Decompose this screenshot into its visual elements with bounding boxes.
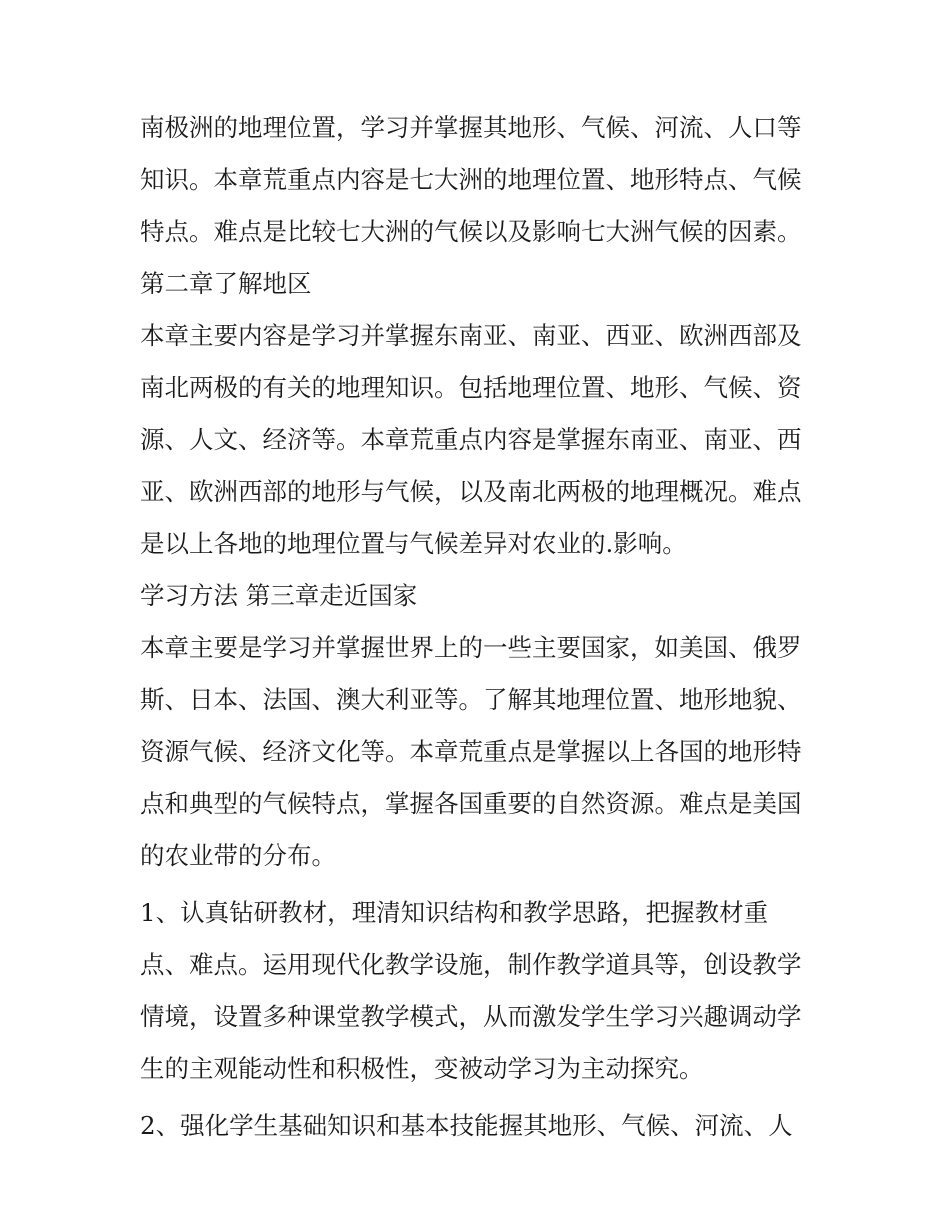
text-line: 本章主要内容是学习并掌握东南亚、南亚、西亚、欧洲西部及 — [140, 321, 802, 350]
text-line: 源、人文、经济等。本章荒重点内容是掌握东南亚、南亚、西 — [140, 425, 802, 454]
chapter-heading: 第二章了解地区 — [140, 269, 312, 298]
text-line: 点和典型的气候特点，掌握各国重要的自然资源。难点是美国 — [140, 789, 802, 818]
text-line: 的农业带的分布。 — [140, 841, 336, 870]
text-line: 特点。难点是比较七大洲的气候以及影响七大洲气候的因素。 — [140, 217, 802, 246]
text-line: 是以上各地的地理位置与气候差异对农业的.影响。 — [140, 529, 687, 558]
text-line: 南北两极的有关的地理知识。包括地理位置、地形、气候、资 — [140, 373, 802, 402]
document-body — [140, 102, 820, 1152]
text-line: 斯、日本、法国、澳大利亚等。了解其地理位置、地形地貌、 — [140, 685, 802, 714]
text-line: 资源气候、经济文化等。本章荒重点是掌握以上各国的地形特 — [140, 737, 802, 766]
text-line: 情境，设置多种课堂教学模式，从而激发学生学习兴趣调动学 — [140, 1002, 802, 1031]
chapter-heading: 学习方法 第三章走近国家 — [140, 581, 418, 610]
text-line: 南极洲的地理位置，学习并掌握其地形、气候、河流、人口等 — [140, 113, 802, 142]
text-line: 知识。本章荒重点内容是七大洲的地理位置、地形特点、气候 — [140, 165, 802, 194]
list-item-1: 1、认真钻研教材，理清知识结构和教学思路，把握教材重 — [140, 898, 769, 927]
text-line: 点、难点。运用现代化教学设施，制作教学道具等，创设教学 — [140, 950, 802, 979]
text-line: 本章主要是学习并掌握世界上的一些主要国家，如美国、俄罗 — [140, 633, 802, 662]
text-line: 生的主观能动性和积极性，变被动学习为主动探究。 — [140, 1054, 704, 1083]
text-line: 亚、欧洲西部的地形与气候，以及南北两极的地理概况。难点 — [140, 477, 802, 506]
list-item-2: 2、强化学生基础知识和基本技能握其地形、气候、河流、人 — [140, 1111, 793, 1140]
